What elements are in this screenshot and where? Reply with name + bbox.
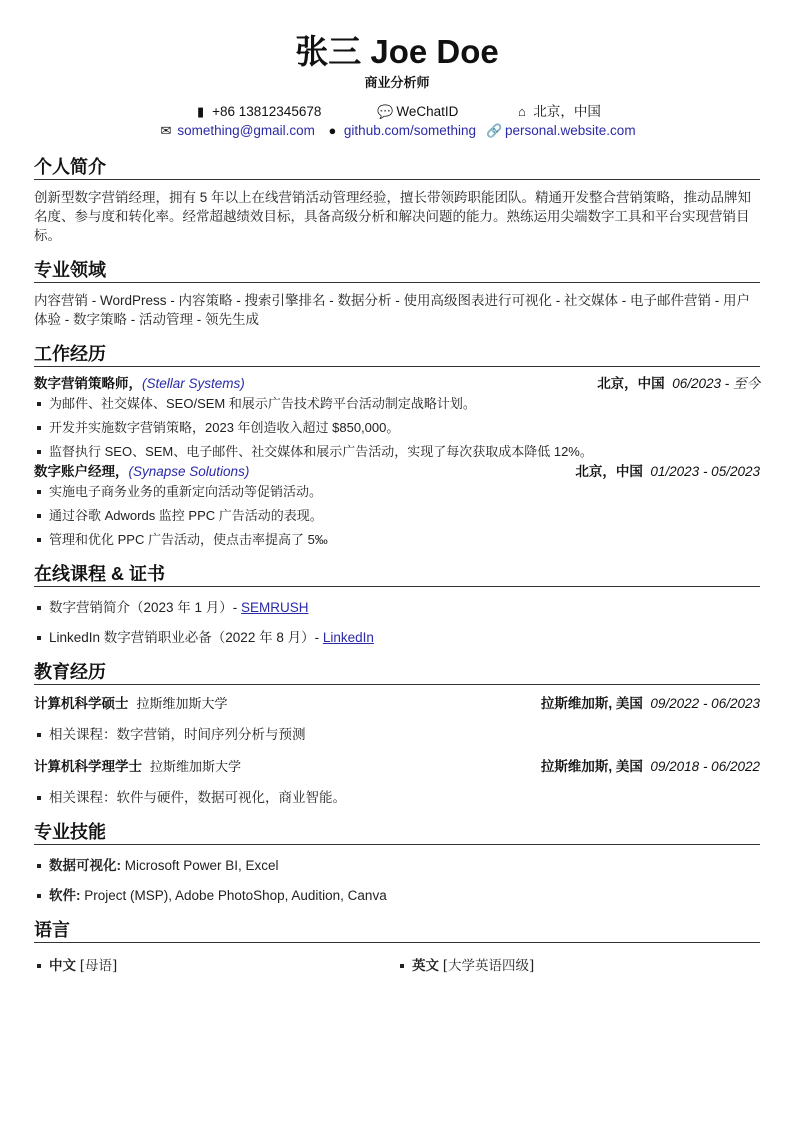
language-item [397, 957, 760, 975]
phone-text: +86 13812345678 [212, 104, 322, 119]
language-level: [母语] [79, 958, 118, 974]
section-heading-expertise: 专业领域 [34, 259, 760, 283]
job-bullet: 管理和优化 PPC 广告活动，使点击率提高了 5‰ [34, 531, 760, 549]
resume-name: 张三 Joe Doe [295, 33, 499, 70]
language-item [34, 957, 397, 975]
languages-list [34, 957, 760, 975]
school: 拉斯维加斯大学 [136, 697, 228, 712]
wechat-text: WeChatID [396, 104, 459, 119]
section-heading-languages: 语言 [34, 919, 760, 943]
section-heading-summary: 个人简介 [34, 156, 760, 180]
education-header [34, 758, 760, 777]
job-bullet: 为邮件、社交媒体、SEO/SEM 和展示广告技术跨平台活动制定战略计划。 [34, 395, 760, 413]
section-heading-skills: 专业技能 [34, 821, 760, 845]
degree: 计算机科学硕士 [34, 696, 129, 711]
website[interactable] [486, 121, 636, 140]
job-location: 北京，中国 [575, 464, 643, 479]
email-link[interactable]: something@gmail.com [177, 123, 315, 138]
location [514, 102, 601, 121]
email[interactable] [158, 121, 315, 140]
contact-row [34, 102, 760, 121]
edu-date: 09/2022 - 06/2023 [650, 696, 760, 711]
edu-location: 拉斯维加斯, 美国 [540, 696, 643, 711]
job-bullet: 监督执行 SEO、SEM、电子邮件、社交媒体和展示广告活动，实现了每次获取成本降低 12%。 [34, 443, 760, 461]
phone-icon: ▮ [197, 104, 205, 119]
envelope-icon: ✉ [160, 123, 172, 138]
language-level: [大学英语四级] [442, 958, 535, 974]
job-role: 数字营销策略师， [34, 376, 142, 391]
home-icon: ⌂ [517, 104, 526, 119]
degree: 计算机科学理学士 [34, 759, 142, 774]
skill-value: Microsoft Power BI, Excel [124, 858, 279, 873]
wechat [377, 102, 458, 121]
contact-links-row [34, 121, 760, 140]
skill-item [34, 887, 760, 905]
section-heading-experience: 工作经历 [34, 343, 760, 367]
section-heading-education: 教育经历 [34, 661, 760, 685]
job-role: 数字账户经理， [34, 464, 129, 479]
wechat-icon: 💬 [377, 104, 394, 119]
job-date: 01/2023 - 05/2023 [650, 464, 760, 479]
skill-item [34, 857, 760, 875]
expertise-text: 内容营销 - WordPress - 内容策略 - 搜索引擎排名 - 数据分析 - 使用高级图表进行可视化 - 社交媒体 - 电子邮件营销 - 用户体验 - 数字策略 - 活动管理 - 领先生成 [34, 293, 750, 327]
job-header [34, 375, 760, 393]
link-icon: 🔗 [486, 123, 503, 138]
location-text: 北京，中国 [533, 104, 601, 119]
job-header [34, 463, 760, 481]
website-link[interactable]: personal.website.com [505, 123, 636, 138]
github-icon: ● [328, 123, 337, 138]
job-title: 商业分析师 [364, 75, 430, 90]
course-item [34, 599, 760, 617]
job-company: (Stellar Systems) [142, 376, 245, 391]
job-location: 北京，中国 [597, 376, 665, 391]
language-label: 英文 [412, 958, 439, 973]
course-link[interactable]: SEMRUSH [241, 600, 309, 615]
phone [193, 102, 321, 121]
education-header [34, 695, 760, 714]
course-text: 数字营销简介（2023 年 1 月）- [49, 600, 242, 615]
edu-detail: 相关课程：软件与硬件，数据可视化，商业智能。 [34, 789, 760, 807]
edu-detail: 相关课程：数字营销，时间序列分析与预测 [34, 726, 760, 744]
summary-text: 创新型数字营销经理，拥有 5 年以上在线营销活动管理经验，擅长带领跨职能团队。精通开发整合营销策略，推动品牌知名度、参与度和转化率。经常超越绩效目标，具备高级分析和解决问题的能力。熟练运用尖端数字工具和平台实现营销目标。 [34, 190, 752, 243]
job-bullet: 开发并实施数字营销策略，2023 年创造收入超过 $850,000。 [34, 419, 760, 437]
skill-value: Project (MSP), Adobe PhotoShop, Audition, Canva [84, 888, 387, 903]
job-bullet: 通过谷歌 Adwords 监控 PPC 广告活动的表现。 [34, 507, 760, 525]
github-link[interactable]: github.com/something [343, 123, 476, 138]
language-label: 中文 [49, 958, 76, 973]
school: 拉斯维加斯大学 [150, 760, 242, 775]
skill-label: 软件: [49, 888, 81, 903]
skill-label: 数据可视化: [49, 858, 121, 873]
course-item [34, 629, 760, 647]
github[interactable] [325, 121, 476, 140]
section-heading-courses: 在线课程 & 证书 [34, 563, 760, 587]
course-link[interactable]: LinkedIn [322, 630, 374, 645]
job-bullet: 实施电子商务业务的重新定向活动等促销活动。 [34, 483, 760, 501]
edu-location: 拉斯维加斯, 美国 [540, 759, 643, 774]
edu-date: 09/2018 - 06/2022 [650, 759, 760, 774]
job-date: 06/2023 - 至今 [672, 376, 760, 391]
job-company: (Synapse Solutions) [128, 464, 250, 479]
course-text: LinkedIn 数字营销职业必备（2022 年 8 月）- [49, 630, 323, 645]
